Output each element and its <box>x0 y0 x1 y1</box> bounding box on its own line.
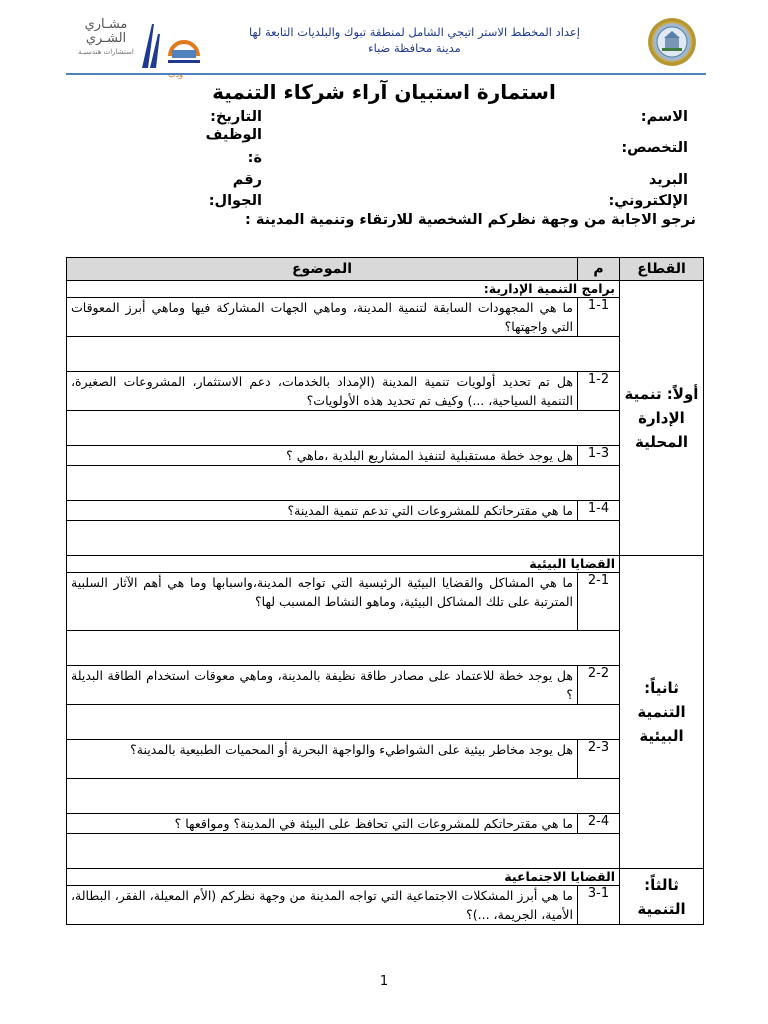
question-number: 1-1 <box>578 298 620 337</box>
header-num: م <box>578 258 620 281</box>
table-row <box>67 869 704 886</box>
answer-row <box>67 466 704 501</box>
answer-space[interactable] <box>67 466 620 501</box>
firm-logo-subtext: استشارات هندسيـة <box>78 48 134 56</box>
table-row <box>67 372 704 411</box>
question-number: 2-3 <box>578 740 620 779</box>
specialty-label: التخصص: <box>621 140 688 156</box>
answer-row <box>67 521 704 556</box>
answer-row <box>67 705 704 740</box>
job-label-line-2: ة: <box>247 150 262 166</box>
answer-row <box>67 411 704 446</box>
answer-space[interactable] <box>67 411 620 446</box>
email-label-line-1: البريد <box>648 172 688 188</box>
email-label <box>608 172 688 210</box>
table-row <box>67 281 704 298</box>
table-row <box>67 573 704 631</box>
header-sector: القطاع <box>620 258 704 281</box>
mobile-label-line-2: الجوال: <box>208 193 262 209</box>
consultant-logo-icon <box>138 20 208 76</box>
intro-instruction: نرجو الاجابة من وجهة نظركم الشخصية للارتقاء وتنمية المدينة : <box>244 212 696 228</box>
answer-row <box>67 631 704 666</box>
question-text: ما هي المجهودات السابقة لتنمية المدينة، وماهي الجهات المشاركة فيها وماهي أبرز المعوقات التي واجهتها؟ <box>67 298 578 337</box>
question-text: ما هي أبرز المشكلات الاجتماعية التي تواجه المدينة من وجهة نظركم (الأم المعيلة، الفقر، البطالة، الأمية، الجريمة، ...)؟ <box>67 886 578 925</box>
header-line-2: مدينة محافظة ضباء <box>368 41 461 55</box>
sector-cell-3: ثالثاً: التنمية <box>620 869 704 925</box>
page-header <box>66 14 706 76</box>
question-text: ما هي مقترحاتكم للمشروعات التي تحافظ على البيئة في المدينة؟ ومواقعها ؟ <box>67 814 578 834</box>
question-number: 1-4 <box>578 501 620 521</box>
answer-space[interactable] <box>67 834 620 869</box>
question-text: هل يوجد مخاطر بيئية على الشواطيء والواجهة البحرية أو المحميات الطبيعية بالمدينة؟ <box>67 740 578 779</box>
table-row <box>67 666 704 705</box>
table-row <box>67 556 704 573</box>
header-divider <box>66 73 706 75</box>
question-text: ما هي مقترحاتكم للمشروعات التي تدعم تنمية المدينة؟ <box>67 501 578 521</box>
section-subheading: برامج التنمية الإدارية: <box>67 281 620 298</box>
table-row <box>67 886 704 925</box>
job-label <box>206 127 262 167</box>
question-text: هل يوجد خطة مستقبلية لتنفيذ المشاريع البلدية ،ماهي ؟ <box>67 446 578 466</box>
name-label: الاسم: <box>640 109 688 125</box>
table-row <box>67 740 704 779</box>
header-line-1: إعداد المخطط الاستر اتيجي الشامل لمنطقة تبوك والبلديات التابعة لها <box>249 25 580 39</box>
answer-space[interactable] <box>67 631 620 666</box>
answer-space[interactable] <box>67 521 620 556</box>
page-number: 1 <box>379 974 389 989</box>
answer-row <box>67 779 704 814</box>
question-number: 1-3 <box>578 446 620 466</box>
question-number: 2-1 <box>578 573 620 631</box>
sector-cell-2: ثانياً: التنمية البيئية <box>620 556 704 869</box>
header-topic: الموضوع <box>67 258 578 281</box>
firm-logo <box>76 18 136 68</box>
job-label-line-1: الوظيف <box>205 127 262 143</box>
consultant-logo <box>138 20 208 76</box>
table-row <box>67 298 704 337</box>
question-text: هل تم تحديد أولويات تنمية المدينة (الإمداد بالخدمات، دعم الاستثمار، المشروعات الصغيرة، التنمية السياحية، ...) وكيف تم تحديد هذه الأولويات؟ <box>67 372 578 411</box>
email-label-line-2: الإلكتروني: <box>608 193 688 209</box>
question-text: هل يوجد خطة للاعتماد على مصادر طاقة نظيفة بالمدينة، وماهي معوقات استخدام الطاقة البديلة ؟ <box>67 666 578 705</box>
question-number: 3-1 <box>578 886 620 925</box>
mobile-label-line-1: رقم <box>232 172 262 188</box>
question-text: ما هي المشاكل والقضايا البيئية الرئيسية التي تواجه المدينة،واسبابها وما هي أهم الآثار السلبية المترتبة على تلك المشاكل البيئية، وماهو النشاط المسبب لها؟ <box>67 573 578 631</box>
section-subheading: القضايا الاجتماعية <box>67 869 620 886</box>
table-row <box>67 814 704 834</box>
document-title: استمارة استبيان آراء شركاء التنمية <box>212 80 556 104</box>
municipality-seal-logo <box>648 18 696 66</box>
answer-row <box>67 834 704 869</box>
answer-space[interactable] <box>67 779 620 814</box>
answer-row <box>67 337 704 372</box>
table-row <box>67 501 704 521</box>
survey-table <box>66 257 704 925</box>
question-number: 2-4 <box>578 814 620 834</box>
question-number: 1-2 <box>578 372 620 411</box>
date-label: التاريخ: <box>210 109 262 125</box>
firm-logo-text: مشـاري الشـري <box>84 17 128 46</box>
sector-cell-1: أولاً: تنمية الإدارة المحلية <box>620 281 704 556</box>
answer-space[interactable] <box>67 337 620 372</box>
header-project-text <box>249 24 580 56</box>
section-subheading: القضايا البيئية <box>67 556 620 573</box>
question-number: 2-2 <box>578 666 620 705</box>
table-row <box>67 446 704 466</box>
table-header-row <box>67 258 704 281</box>
seal-emblem-icon <box>648 18 696 66</box>
mobile-label <box>209 172 262 210</box>
answer-space[interactable] <box>67 705 620 740</box>
